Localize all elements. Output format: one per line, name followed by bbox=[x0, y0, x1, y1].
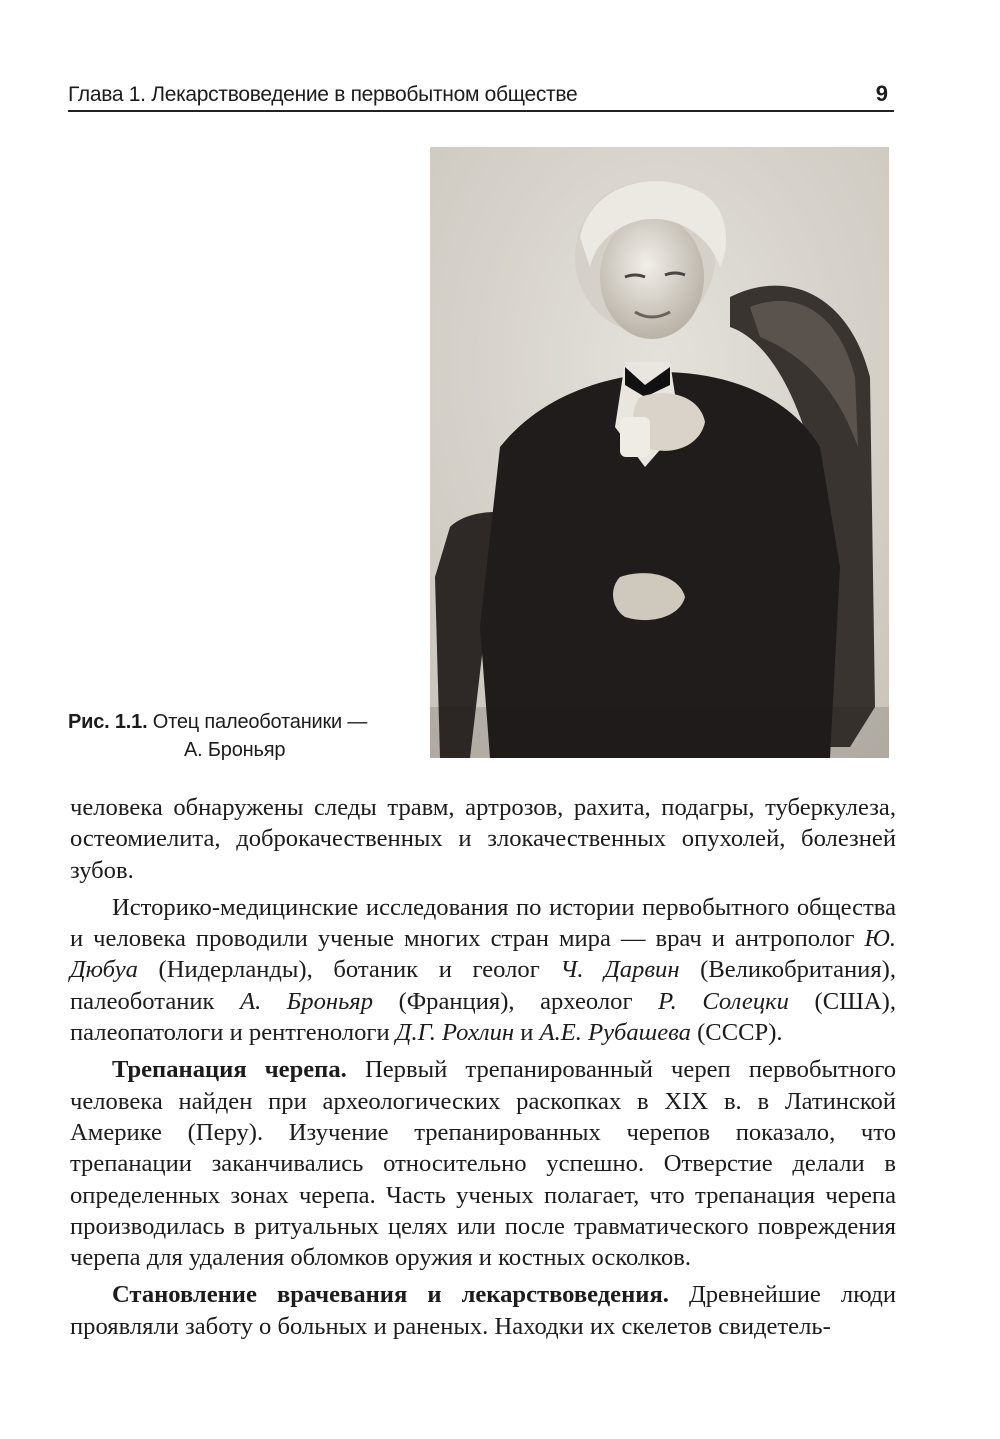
paragraph-text: Историко-медицинские исследования по истории первобытного общества и человека проводили ученые многих стран мира — врач и антрополог bbox=[70, 893, 896, 953]
paragraph-text: (США), палеопатологи и рентгенологи bbox=[70, 987, 897, 1047]
page-number: 9 bbox=[875, 81, 888, 106]
paragraph-4 bbox=[70, 1279, 896, 1342]
portrait-photo bbox=[430, 147, 889, 758]
person-name: А.Е. Рубашева bbox=[539, 1019, 691, 1047]
person-name: А. Броньяр bbox=[240, 987, 374, 1015]
person-name: Р. Солецки bbox=[658, 987, 789, 1015]
running-header bbox=[68, 80, 894, 112]
paragraph-2 bbox=[70, 892, 896, 1048]
caption-line-1: Отец палеоботаники — bbox=[152, 711, 368, 733]
caption-line-2: А. Броньяр bbox=[184, 739, 286, 761]
figure-caption bbox=[68, 708, 398, 764]
paragraph-text: и bbox=[514, 1019, 540, 1047]
paragraph-text: (Франция), археолог bbox=[373, 987, 659, 1015]
paragraph-1 bbox=[70, 792, 896, 886]
person-name: Ч. Дарвин bbox=[560, 956, 680, 984]
paragraph-3 bbox=[70, 1054, 896, 1273]
person-name: Ю. Дюбуа bbox=[70, 925, 896, 984]
paragraph-text: (Великобритания), палеоботаник bbox=[70, 956, 896, 1015]
paragraph-text: человека обнаружены следы травм, артрозов, рахита, подагры, туберкулеза, остеомиелита, доброкачественных и злокачественных опухолей, болезней зубов. bbox=[70, 794, 896, 884]
section-heading: Становление врачевания и лекарствоведения. bbox=[112, 1281, 669, 1309]
person-name: Д.Г. Рохлин bbox=[395, 1019, 515, 1047]
paragraph-text: (Нидерланды), ботаник и геолог bbox=[137, 956, 561, 984]
paragraph-text: Древнейшие люди проявляли заботу о больных и раненых. Находки их скелетов свидетель- bbox=[70, 1281, 896, 1340]
paragraph-text: Первый трепанированный череп первобытного человека найден при археологических раскопках в XIX в. в Латинской Америке (Перу). Изучение трепанированных черепов показало, что трепанации заканчивались относительно успешно. Отверстие делали в определенных зонах черепа. Часть ученых полагает, что трепанация черепа производилась в ритуальных целях или после травматического повреждения черепа для удаления обломков оружия и костных осколков. bbox=[70, 1056, 896, 1272]
running-title: Глава 1. Лекарствоведение в первобытном обществе bbox=[68, 83, 578, 106]
portrait-illustration bbox=[430, 147, 889, 758]
figure-label: Рис. 1.1. bbox=[68, 711, 148, 733]
paragraph-text: (СССР). bbox=[690, 1019, 783, 1047]
body-text bbox=[70, 792, 896, 1342]
section-heading: Трепанация черепа. bbox=[112, 1056, 347, 1084]
